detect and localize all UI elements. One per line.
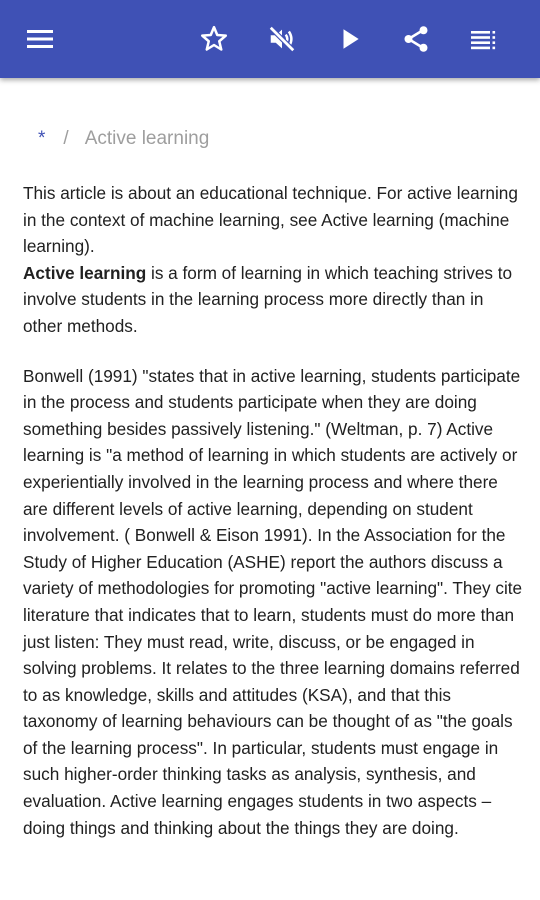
favorite-button[interactable]	[192, 17, 236, 61]
mute-button[interactable]	[260, 17, 304, 61]
app-bar	[0, 0, 540, 78]
hatnote: This article is about an educational technique. For active learning in the context of machine learning, see Active learning (machine learning).	[23, 183, 518, 257]
breadcrumb	[38, 128, 209, 150]
menu-icon	[26, 27, 54, 51]
article-content	[0, 78, 540, 900]
body-paragraph: Bonwell (1991) "states that in active learning, students participate in the process and students participate when they are doing something besides passively listening." (Weltman, p. 7) Active learning is "a method of learning in which students are actively or experientially involved in the learning process and where there are different levels of active learning, depending on student involvement. ( Bonwell & Eison 1991). In the Association for the Study of Higher Education (ASHE) report the authors discuss a variety of methodologies for promoting "active learning". They cite literature that indicates that to learn, students must do more than just listen: They must read, write, discuss, or be engaged in solving problems. It relates to the three learning domains referred to as knowledge, skills and attitudes (KSA), and that this taxonomy of learning behaviours can be thought of as "the goals of the learning process". In particular, students must engage in such higher-order thinking tasks as analysis, synthesis, and evaluation. Active learning engages students in two aspects – doing things and thinking about the things they are doing.	[23, 365, 523, 838]
contents-button[interactable]	[462, 17, 506, 61]
play-icon	[337, 26, 363, 52]
lead-paragraph	[23, 180, 523, 340]
article-body	[23, 180, 523, 841]
breadcrumb-separator: /	[63, 128, 69, 149]
breadcrumb-home-link[interactable]: *	[38, 128, 46, 149]
toc-icon	[470, 27, 498, 51]
menu-button[interactable]	[18, 17, 62, 61]
lead-text: is a form of learning in which teaching strives to involve students in the learning process more directly than in other methods.	[23, 262, 513, 336]
volume-off-icon	[267, 24, 297, 54]
play-button[interactable]	[328, 17, 372, 61]
star-icon	[199, 24, 229, 54]
breadcrumb-current: Active learning	[84, 128, 210, 149]
share-icon	[401, 24, 431, 54]
share-button[interactable]	[394, 17, 438, 61]
lead-term: Active learning	[23, 262, 147, 283]
